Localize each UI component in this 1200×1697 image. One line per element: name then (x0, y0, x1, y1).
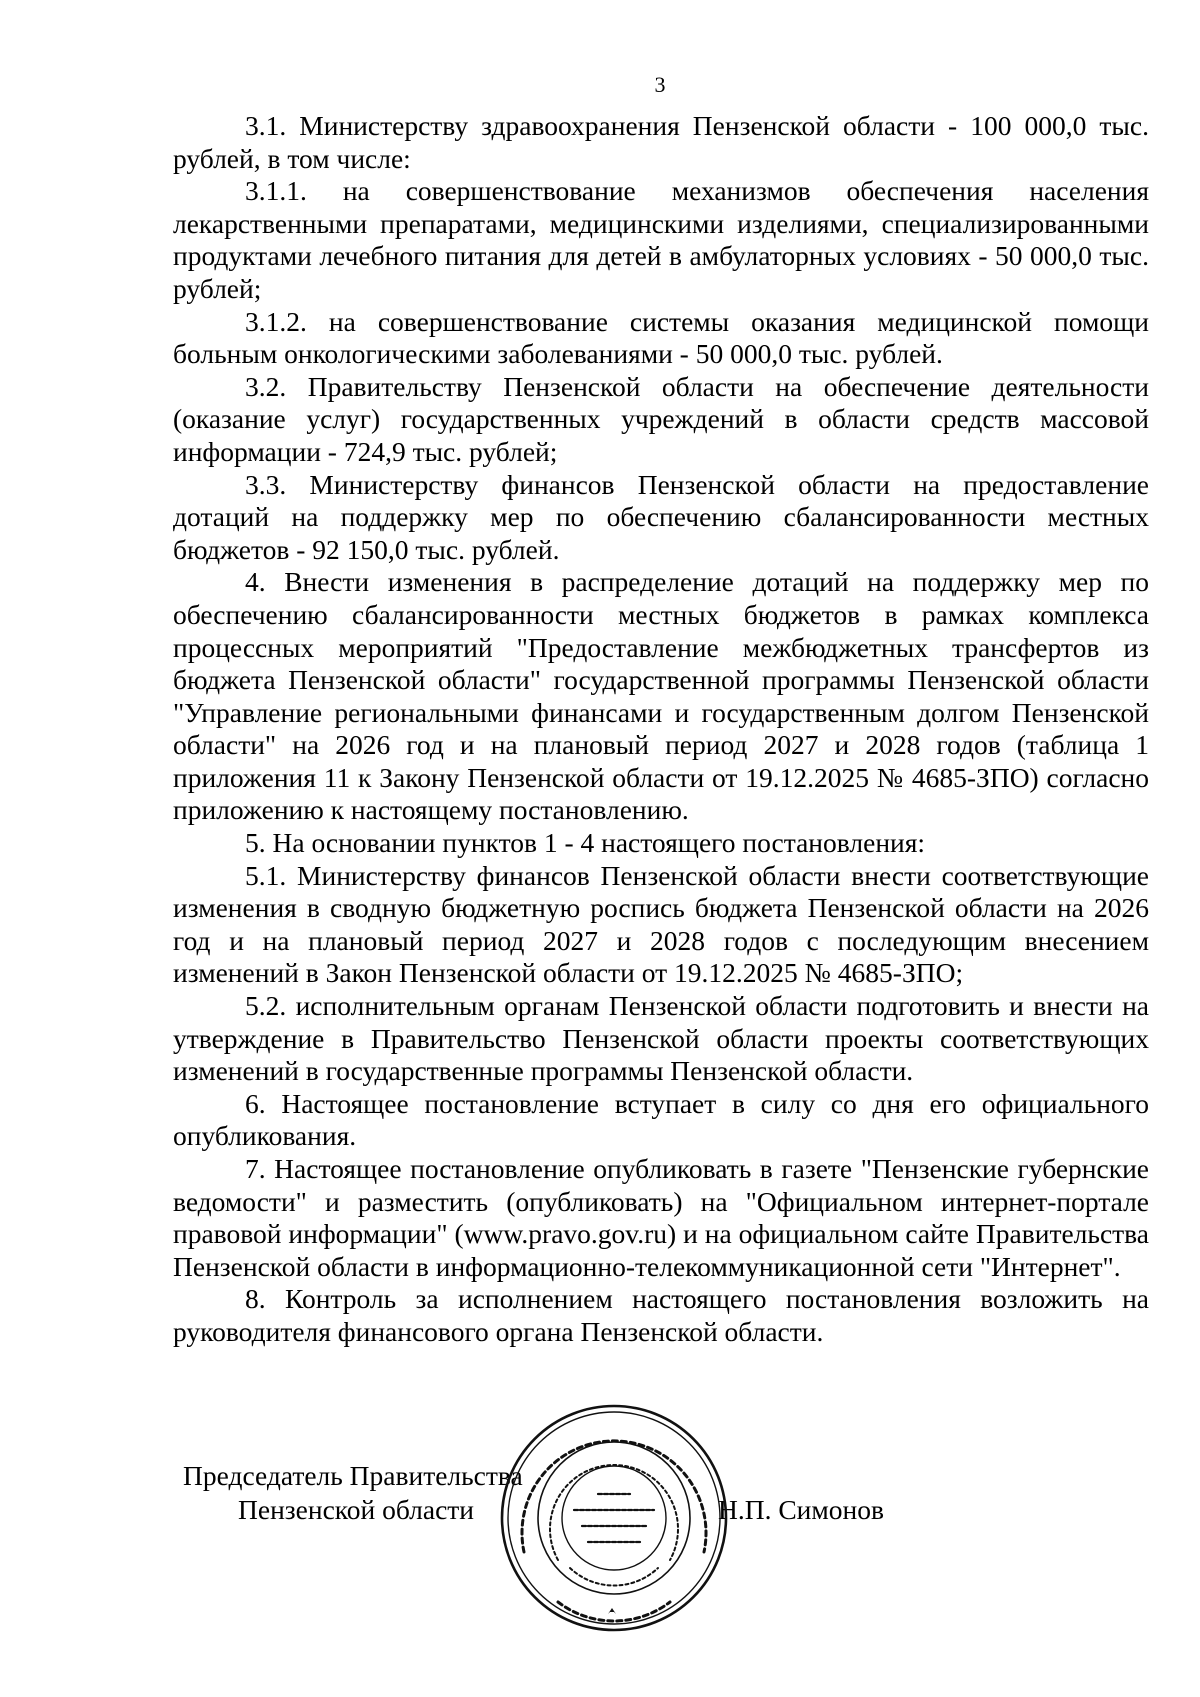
page-number: 3 (654, 72, 666, 97)
paragraph-4: 4. Внести изменения в распределение дотаций на поддержку мер по обеспечению сбалансированности местных бюджетов в рамках комплекса процессных мероприятий "Предоставление межбюджетных трансфертов из бюджета Пензенской области" государственной программы Пензенской области "Управление региональными финансами и государственным долгом Пензенской области" на 2026 год и на плановый период 2027 и 2028 годов (таблица 1 приложения 11 к Закону Пензенской области от 19.12.2025 № 4685-ЗПО) согласно приложению к настоящему постановлению. (173, 566, 1149, 826)
paragraph-5-2: 5.2. исполнительным органам Пензенской области подготовить и внести на утверждение в Правительство Пензенской области проекты соответствующих изменений в государственные программы Пензенской области. (173, 990, 1149, 1087)
paragraph-3-1: 3.1. Министерству здравоохранения Пензенской области - 100 000,0 тыс. рублей, в том числе: (173, 110, 1149, 174)
paragraph-3-1-2: 3.1.2. на совершенствование системы оказания медицинской помощи больным онкологическими заболеваниями - 50 000,0 тыс. рублей. (173, 305, 1149, 370)
signatory-title-line2: Пензенской области (238, 1494, 475, 1525)
paragraph-3-3: 3.3. Министерству финансов Пензенской области на предоставление дотаций на поддержку мер по обеспечению сбалансированности местных бюджетов - 92 150,0 тыс. рублей. (173, 468, 1149, 565)
paragraph-8: 8. Контроль за исполнением настоящего постановления возложить на руководителя финансового органа Пензенской области. (173, 1283, 1149, 1347)
paragraph-3-1-1: 3.1.1. на совершенствование механизмов обеспечения населения лекарственными препаратами, медицинскими изделиями, специализированными продуктами лечебного питания для детей в амбулаторных условиях - 50 000,0 тыс. рублей; (173, 175, 1149, 304)
paragraph-3-2: 3.2. Правительству Пензенской области на обеспечение деятельности (оказание услуг) государственных учреждений в области средств массовой информации - 724,9 тыс. рублей; (173, 370, 1149, 467)
paragraph-5-1: 5.1. Министерству финансов Пензенской области внести соответствующие изменения в сводную бюджетную роспись бюджета Пензенской области на 2026 год и на плановый период 2027 и 2028 годов с последующим внесением изменений в Закон Пензенской области от 19.12.2025 № 4685-ЗПО; (173, 859, 1149, 989)
paragraph-6: 6. Настоящее постановление вступает в силу со дня его официального опубликования. (173, 1087, 1149, 1152)
signatory-title-line1: Председатель Правительства (183, 1460, 523, 1491)
paragraph-7: 7. Настоящее постановление опубликовать в газете "Пензенские губернские ведомости" и разместить (опубликовать) на "Официальном интернет-портале правовой информации" (www.pravo.gov.ru) и на официальном сайте Правительства Пензенской области в информационно-телекоммуникационной сети "Интернет". (173, 1153, 1149, 1282)
official-seal (498, 1402, 730, 1634)
paragraph-5: 5. На основании пунктов 1 - 4 настоящего постановления: (245, 827, 926, 859)
signatory-name: Н.П. Симонов (718, 1494, 885, 1525)
